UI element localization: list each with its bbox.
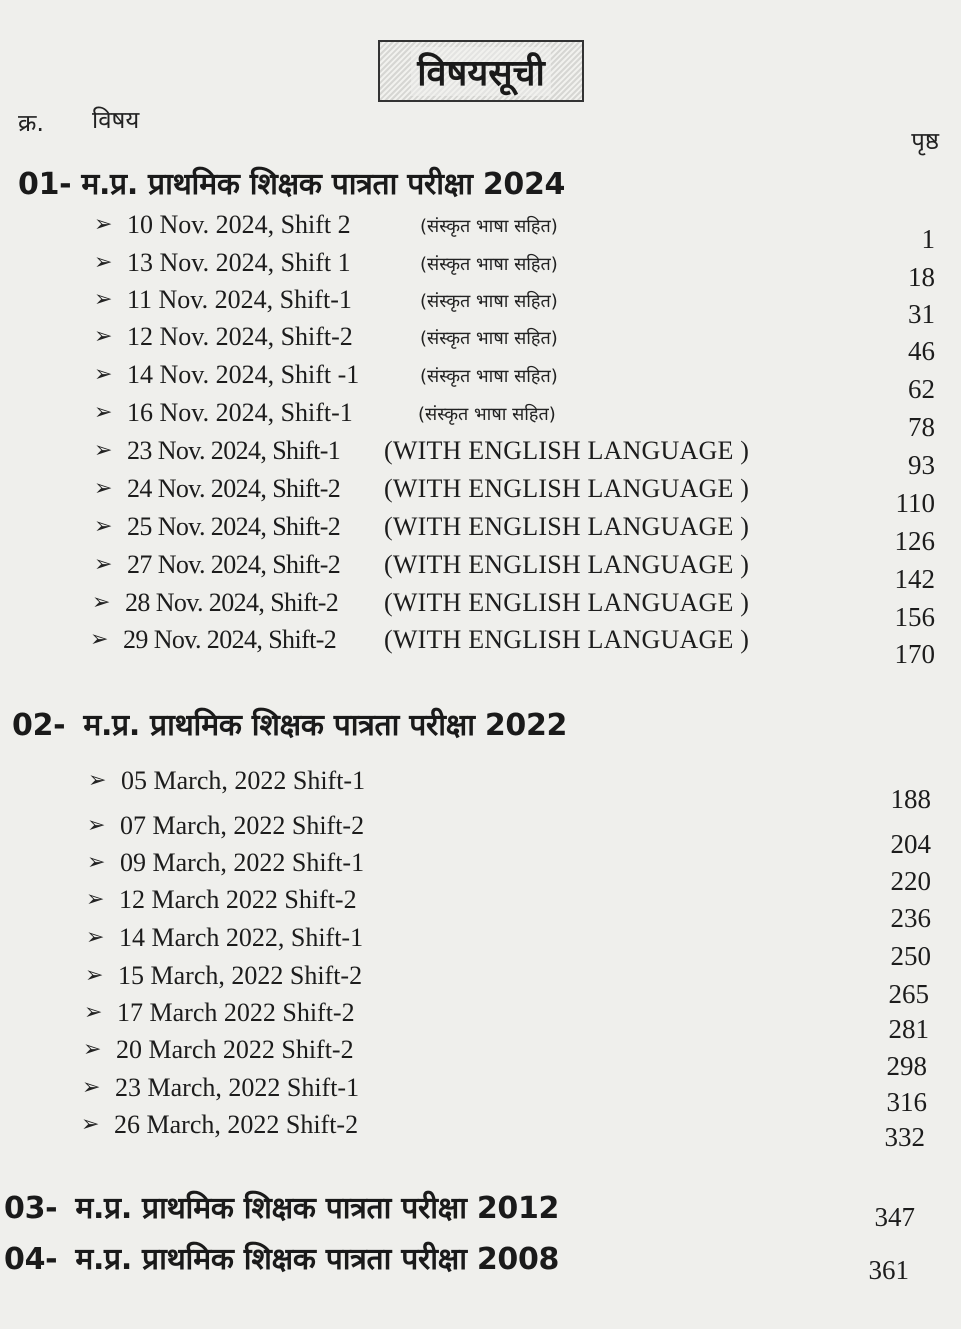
arrow-bullet-icon: ➢ [87,813,106,838]
section-number: 04- [4,1242,58,1277]
arrow-bullet-icon: ➢ [83,1037,102,1062]
entry-date: 07 March, 2022 Shift-2 [120,811,365,840]
entry-date: 26 March, 2022 Shift-2 [114,1110,359,1139]
entry-date: 25 Nov. 2024, Shift-2 [127,512,341,541]
subject-header: विषय [92,106,140,134]
entry-note: (WITH ENGLISH LANGUAGE ) [384,588,750,617]
list-item [0,360,961,404]
arrow-bullet-icon: ➢ [88,768,107,793]
arrow-bullet-icon: ➢ [85,963,104,988]
list-item [0,248,961,292]
entry-date: 11 Nov. 2024, Shift-1 [127,285,352,314]
list-item [0,512,961,556]
entry-page: 250 [890,941,931,971]
list-item [0,285,961,329]
contents-title: विषयसूची [411,47,551,96]
entry-date: 16 Nov. 2024, Shift-1 [127,398,353,427]
arrow-bullet-icon: ➢ [94,287,113,312]
arrow-bullet-icon: ➢ [94,514,113,539]
entry-note: (संस्कृत भाषा सहित) [420,366,558,387]
entry-page: 170 [894,639,935,669]
entry-date: 17 March 2022 Shift-2 [117,998,355,1027]
entry-page: 204 [890,829,931,859]
entry-note: (संस्कृत भाषा सहित) [420,291,558,312]
entry-date: 23 Nov. 2024, Shift-1 [127,436,341,465]
entry-note: (संस्कृत भाषा सहित) [420,216,558,237]
list-item [0,550,961,594]
entry-page: 1 [921,224,935,254]
entry-date: 14 March 2022, Shift-1 [119,923,364,952]
entry-page: 298 [886,1051,927,1081]
entry-date: 15 March, 2022 Shift-2 [118,961,363,990]
list-item [0,961,961,1009]
arrow-bullet-icon: ➢ [94,438,113,463]
arrow-bullet-icon: ➢ [86,925,105,950]
entry-page: 220 [890,866,931,896]
entry-note: (WITH ENGLISH LANGUAGE ) [384,625,750,654]
arrow-bullet-icon: ➢ [90,627,109,652]
entry-date: 12 Nov. 2024, Shift-2 [127,322,353,351]
list-item [0,811,961,859]
list-item [0,474,961,518]
list-item [0,1035,961,1081]
arrow-bullet-icon: ➢ [94,400,113,425]
entry-page: 18 [908,262,935,292]
entry-page: 332 [884,1122,925,1152]
list-item [0,322,961,366]
entry-page: 236 [890,903,931,933]
list-item [0,588,961,632]
list-item [0,998,961,1044]
entry-note: (WITH ENGLISH LANGUAGE ) [384,550,750,579]
section-title: म.प्र. प्राथमिक शिक्षक पात्रता परीक्षा 2022 [83,708,568,743]
list-item [0,210,961,254]
arrow-bullet-icon: ➢ [94,362,113,387]
arrow-bullet-icon: ➢ [92,590,111,615]
list-item [0,436,961,480]
entry-note: (WITH ENGLISH LANGUAGE ) [384,474,750,503]
arrow-bullet-icon: ➢ [82,1075,101,1100]
entry-page: 62 [908,374,935,404]
serial-header: क्र. [18,109,45,137]
arrow-bullet-icon: ➢ [94,250,113,275]
arrow-bullet-icon: ➢ [94,552,113,577]
list-item [0,848,961,896]
entry-page: 46 [908,336,935,366]
section-01-heading [18,162,565,203]
entry-date: 28 Nov. 2024, Shift-2 [125,588,339,617]
list-item [0,1110,961,1152]
entry-date: 05 March, 2022 Shift-1 [121,766,366,795]
section-03-heading [4,1186,559,1227]
section-title: म.प्र. प्राथमिक शिक्षक पात्रता परीक्षा 2012 [75,1191,560,1226]
list-item [0,766,961,814]
entry-page: 281 [888,1014,929,1044]
entry-date: 23 March, 2022 Shift-1 [115,1073,360,1102]
entry-note: (WITH ENGLISH LANGUAGE ) [384,436,750,465]
entry-date: 20 March 2022 Shift-2 [116,1035,354,1064]
entry-page: 188 [890,784,931,814]
section-number: 01- [18,167,72,202]
entry-date: 09 March, 2022 Shift-1 [120,848,365,877]
arrow-bullet-icon: ➢ [87,850,106,875]
entry-note: (संस्कृत भाषा सहित) [420,254,558,275]
entry-note: (संस्कृत भाषा सहित) [418,404,556,425]
entry-page: 110 [895,488,935,518]
section-04-heading [4,1237,559,1278]
list-item [0,1073,961,1117]
list-item [0,923,961,971]
page-header: पृष्ठ [911,127,939,155]
entry-page: 156 [894,602,935,632]
arrow-bullet-icon: ➢ [94,476,113,501]
entry-date: 29 Nov. 2024, Shift-2 [123,625,337,654]
list-item [0,625,961,669]
section-04-page: 361 [868,1255,909,1285]
arrow-bullet-icon: ➢ [94,212,113,237]
list-item [0,398,961,442]
contents-title-box [378,40,584,102]
section-number: 02- [12,708,66,743]
entry-page: 126 [894,526,935,556]
entry-date: 24 Nov. 2024, Shift-2 [127,474,341,503]
list-item [0,885,961,933]
entry-page: 93 [908,450,935,480]
arrow-bullet-icon: ➢ [86,887,105,912]
section-title: म.प्र. प्राथमिक शिक्षक पात्रता परीक्षा 2008 [75,1242,560,1277]
entry-note: (WITH ENGLISH LANGUAGE ) [384,512,750,541]
section-number: 03- [4,1191,58,1226]
arrow-bullet-icon: ➢ [81,1112,100,1137]
arrow-bullet-icon: ➢ [84,1000,103,1025]
section-title: म.प्र. प्राथमिक शिक्षक पात्रता परीक्षा 2024 [81,167,566,202]
entry-date: 12 March 2022 Shift-2 [119,885,357,914]
entry-date: 27 Nov. 2024, Shift-2 [127,550,341,579]
entry-note: (संस्कृत भाषा सहित) [420,328,558,349]
entry-date: 14 Nov. 2024, Shift -1 [127,360,360,389]
entry-page: 78 [908,412,935,442]
arrow-bullet-icon: ➢ [94,324,113,349]
entry-page: 142 [894,564,935,594]
entry-page: 316 [886,1087,927,1117]
section-03-page: 347 [874,1202,915,1232]
entry-date: 10 Nov. 2024, Shift 2 [127,210,351,239]
section-02-heading [12,703,567,744]
entry-page: 31 [908,299,935,329]
entry-date: 13 Nov. 2024, Shift 1 [127,248,351,277]
entry-page: 265 [888,979,929,1009]
